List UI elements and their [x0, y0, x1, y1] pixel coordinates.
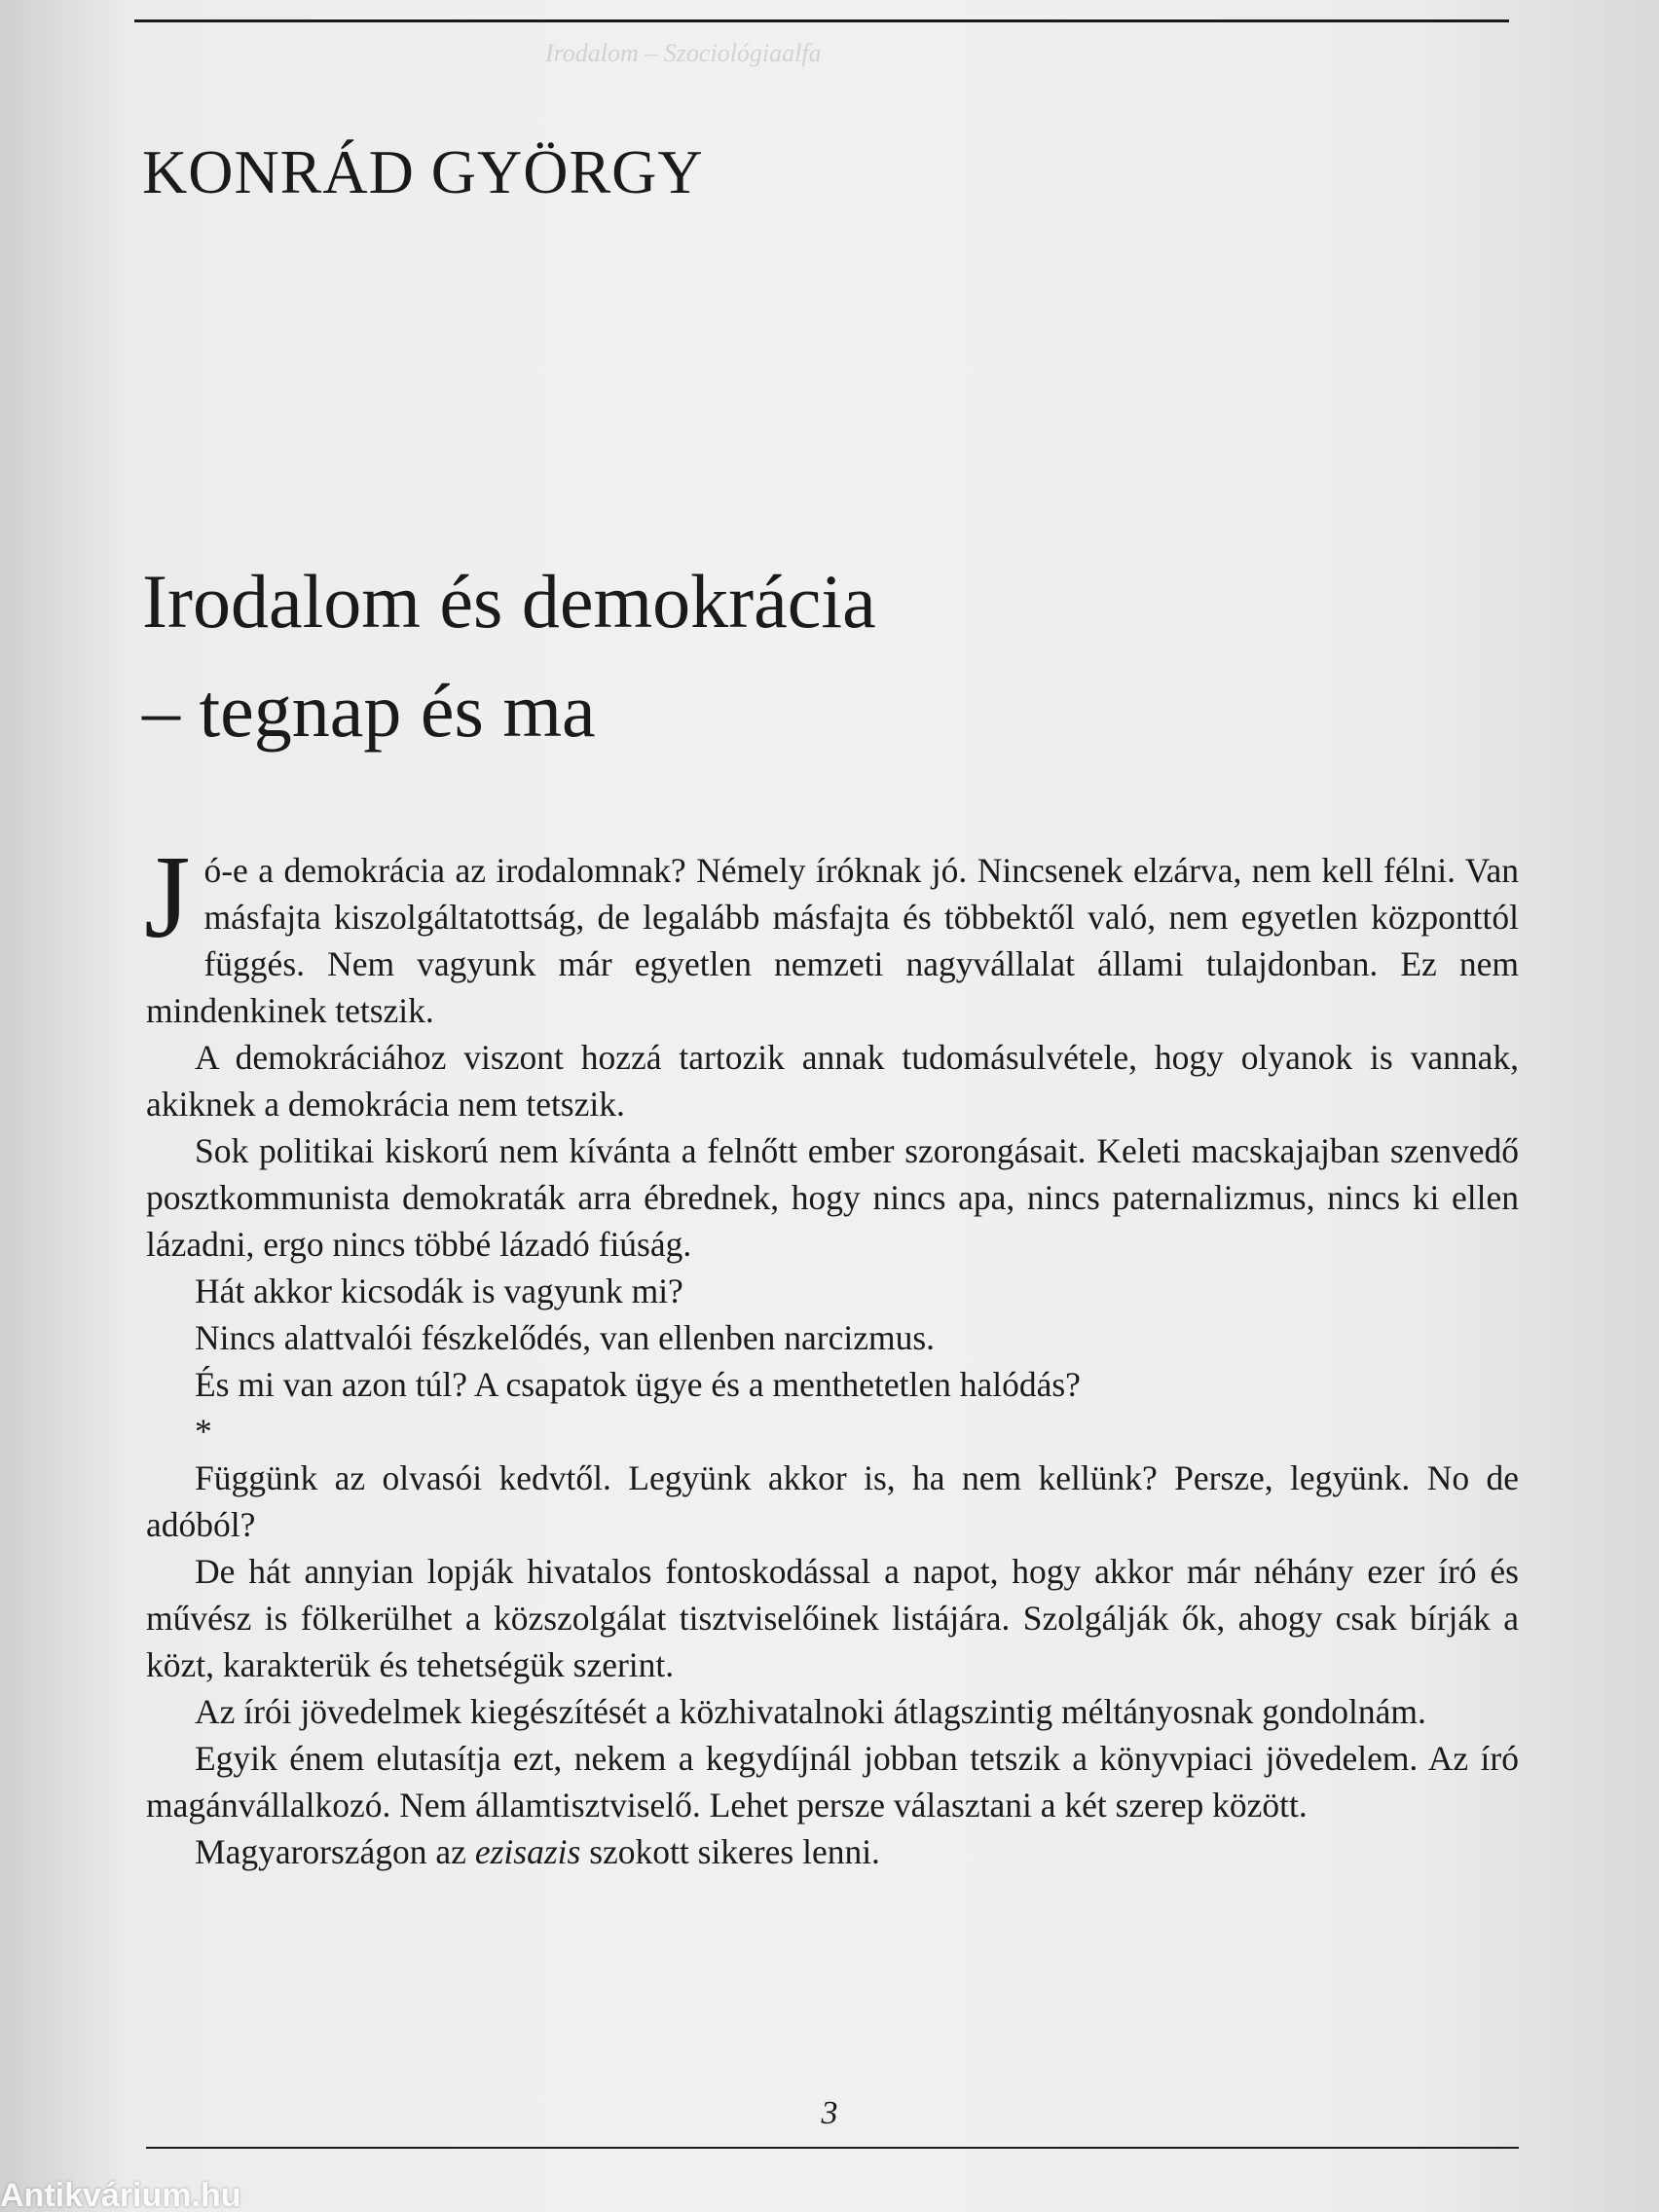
paragraph: Egyik énem elutasítja ezt, nekem a kegydíjnál jobban tetszik a könyvpiaci jövedelem. Az író magánvállalkozó. Nem államtisztviselő. Lehet persze választani a két szerep között. — [146, 1739, 1519, 1825]
paragraph: És mi van azon túl? A csapatok ügye és a menthetetlen halódás? — [195, 1365, 1081, 1404]
paragraph — [144, 831, 1519, 1034]
paragraph: A demokráciához viszont hozzá tartozik annak tudomásulvétele, hogy olyanok is vannak, akiknek a demokrácia nem tetszik. — [146, 1038, 1519, 1124]
article-body — [144, 831, 1519, 1875]
page-number: 3 — [821, 2095, 838, 2131]
paragraph — [146, 1828, 1519, 1875]
paragraph: De hát annyian lopják hivatalos fontoskodással a napot, hogy akkor már néhány ezer író és művész is fölkerülhet a közszolgálat tisztviselőinek listájára. Szolgálják ők, ahogy csak bírják a közt, karakterük és tehetségük szerint. — [146, 1552, 1519, 1684]
title-line-1: Irodalom és demokrácia — [142, 559, 876, 644]
text-run: Magyarországon az — [195, 1832, 475, 1871]
article-title — [142, 547, 876, 765]
text-run: szokott sikeres lenni. — [580, 1832, 880, 1871]
paragraph: Függünk az olvasói kedvtől. Legyünk akkor is, ha nem kellünk? Persze, legyünk. No de adóból? — [146, 1458, 1519, 1544]
top-rule — [134, 19, 1509, 22]
paragraph: Hát akkor kicsodák is vagyunk mi? — [195, 1272, 683, 1310]
bottom-rule — [146, 2147, 1519, 2149]
paragraph: Nincs alattvalói fészkelődés, van ellenben narcizmus. — [195, 1318, 936, 1357]
italic-term: ezisazis — [474, 1832, 581, 1871]
section-separator: * — [195, 1412, 212, 1451]
paragraph: Sok politikai kiskorú nem kívánta a felnőtt ember szorongásait. Keleti macskajajban szenvedő posztkommunista demokraták arra ébrednek, hogy nincs apa, nincs paternalizmus, nincs ki ellen lázadni, ergo nincs többé lázadó fiúság. — [146, 1131, 1519, 1264]
drop-cap: J — [144, 831, 191, 963]
paragraph-text: ó-e a demokrácia az irodalomnak? Némely íróknak jó. Nincsenek elzárva, nem kell félni. Van másfajta kiszolgáltatottság, de legalább másfajta és többektől való, nem egyetlen központtól függés. Nem vagyunk már egyetlen nemzeti nagyvállalat állami tulajdonban. Ez nem mindenkinek tetszik. — [146, 851, 1519, 1030]
watermark: Antikvárium.hu — [0, 2177, 241, 2212]
author-name: KONRÁD GYÖRGY — [142, 137, 704, 206]
title-line-2: – tegnap és ma — [142, 668, 596, 753]
paragraph: Az írói jövedelmek kiegészítését a közhivatalnoki átlagszintig méltányosnak gondolnám. — [195, 1692, 1426, 1731]
show-through-running-head: Irodalom – Szociológiaalfa — [545, 39, 822, 67]
